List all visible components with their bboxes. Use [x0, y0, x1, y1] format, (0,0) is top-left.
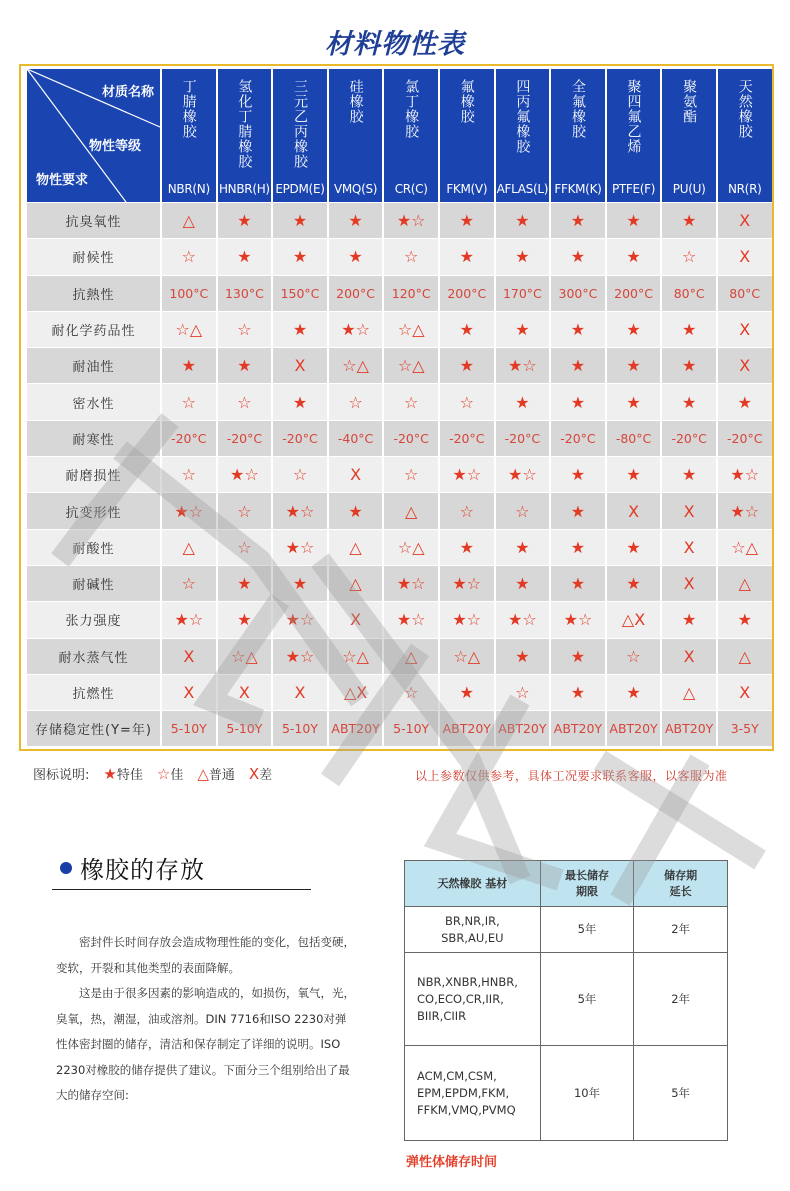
rating-cell: X	[329, 601, 383, 637]
page-title: 材料物性表	[325, 29, 465, 60]
rating-cell: △	[662, 674, 716, 710]
legend-item-fair	[197, 764, 235, 783]
rating-cell: ★	[329, 238, 383, 274]
rating-cell: ★	[273, 202, 327, 238]
storage-section-title: 橡胶的存放	[80, 856, 205, 884]
rating-cell: ★	[440, 347, 494, 383]
rating-cell: ★	[607, 565, 661, 601]
rating-cell: -20°C	[440, 420, 494, 456]
table-header-row	[27, 69, 772, 202]
column-header-ptfe	[607, 69, 661, 202]
rating-cell: ☆	[496, 674, 550, 710]
rating-cell: ☆	[440, 383, 494, 419]
rating-cell: ★☆	[329, 311, 383, 347]
rating-cell: 5-10Y	[162, 710, 216, 746]
row-label: 耐水蒸气性	[27, 638, 160, 674]
rating-cell: ★	[273, 565, 327, 601]
rating-cell: ★	[662, 456, 716, 492]
rating-cell: ★☆	[384, 202, 438, 238]
column-name-cn: 聚四氟乙烯	[625, 79, 642, 154]
storage-time-table	[404, 860, 728, 1141]
storage-header-row	[405, 861, 728, 907]
rating-cell: ★	[273, 238, 327, 274]
rating-cell: ★	[607, 456, 661, 492]
rating-cell: X	[218, 674, 272, 710]
table-row	[27, 638, 772, 674]
storage-header-max: 最长储存 期限	[540, 861, 634, 907]
material-line: CO,ECO,CR,IIR,	[417, 991, 504, 1006]
rating-cell: ☆	[218, 492, 272, 528]
rating-cell: ★☆	[496, 601, 550, 637]
rating-cell: ☆	[440, 492, 494, 528]
rating-cell: X	[162, 638, 216, 674]
rating-cell: -20°C	[162, 420, 216, 456]
rating-cell: ABT20Y	[329, 710, 383, 746]
table-row	[27, 565, 772, 601]
rating-cell: X	[607, 492, 661, 528]
rating-cell: ★☆	[440, 565, 494, 601]
rating-cell: △	[162, 529, 216, 565]
rating-cell: ABT20Y	[440, 710, 494, 746]
column-header-nr	[718, 69, 772, 202]
rating-cell: ☆	[162, 565, 216, 601]
storage-materials	[405, 953, 541, 1046]
rating-cell: ☆	[384, 238, 438, 274]
rating-cell: 200°C	[440, 275, 494, 311]
rating-cell: ★	[496, 565, 550, 601]
legend-item-good	[157, 764, 183, 783]
table-row	[27, 347, 772, 383]
rating-cell: ☆	[384, 674, 438, 710]
rating-cell: 170°C	[496, 275, 550, 311]
material-line: SBR,AU,EU	[441, 930, 504, 945]
rating-cell: ☆△	[718, 529, 772, 565]
rating-cell: △	[329, 529, 383, 565]
rating-cell: 300°C	[551, 275, 605, 311]
rating-cell: 3-5Y	[718, 710, 772, 746]
column-code: AFLAS(L)	[496, 182, 549, 196]
rating-cell: ☆	[607, 638, 661, 674]
rating-cell: ★	[551, 565, 605, 601]
row-label: 耐碱性	[27, 565, 160, 601]
column-header-fkm	[440, 69, 494, 202]
rating-cell: △	[384, 638, 438, 674]
rating-cell: ★☆	[273, 492, 327, 528]
rating-cell: ★	[607, 529, 661, 565]
corner-label-material: 材质名称	[101, 85, 154, 100]
table-row	[27, 383, 772, 419]
material-line: NBR,XNBR,HNBR,	[417, 974, 518, 989]
rating-cell: ★	[718, 383, 772, 419]
paragraph-1: 密封件长时间存放会造成物理性能的变化，包括变硬，变软，开裂和其他类型的表面降解。	[56, 935, 355, 975]
table-row	[27, 710, 772, 746]
rating-cell: ★☆	[384, 565, 438, 601]
rating-cell: ABT20Y	[607, 710, 661, 746]
column-header-nbr	[162, 69, 216, 202]
rating-cell: ★	[662, 383, 716, 419]
filled-star-icon: ★	[103, 765, 117, 783]
rating-cell: ☆	[384, 456, 438, 492]
rating-cell: X	[662, 638, 716, 674]
rating-cell: ★	[551, 202, 605, 238]
rating-cell: ★	[496, 383, 550, 419]
column-code: CR(C)	[394, 182, 428, 196]
x-mark-icon: X	[248, 765, 260, 783]
row-label: 存储稳定性(Y=年)	[27, 710, 160, 746]
row-label: 耐油性	[27, 347, 160, 383]
rating-cell: X	[718, 311, 772, 347]
rating-cell: ★	[551, 492, 605, 528]
rating-cell: ☆	[329, 383, 383, 419]
rating-cell: ☆	[162, 238, 216, 274]
rating-cell: ★	[496, 202, 550, 238]
rating-cell: ABT20Y	[551, 710, 605, 746]
material-line: FFKM,VMQ,PVMQ	[417, 1102, 516, 1117]
rating-cell: ★	[551, 238, 605, 274]
row-label: 耐磨损性	[27, 456, 160, 492]
column-name-cn: 氯丁橡胶	[403, 79, 420, 139]
rating-cell: ★☆	[440, 456, 494, 492]
rating-cell: ★☆	[218, 456, 272, 492]
rating-cell: 200°C	[329, 275, 383, 311]
storage-table-caption: 弹性体储存时间	[406, 1155, 498, 1170]
rating-cell: △X	[607, 601, 661, 637]
table-row	[27, 275, 772, 311]
rating-cell: 5-10Y	[273, 710, 327, 746]
rating-cell: ★☆	[273, 529, 327, 565]
row-label: 抗臭氧性	[27, 202, 160, 238]
rating-cell: ★	[440, 529, 494, 565]
rating-cell: -80°C	[607, 420, 661, 456]
rating-cell: ★	[551, 311, 605, 347]
rating-cell: ★☆	[551, 601, 605, 637]
column-code: PU(U)	[672, 182, 706, 196]
rating-cell: X	[162, 674, 216, 710]
rating-cell: ★	[551, 347, 605, 383]
rating-cell: 200°C	[607, 275, 661, 311]
rating-cell: △	[718, 638, 772, 674]
rating-cell: 5-10Y	[218, 710, 272, 746]
disclaimer-note: 以上参数仅供参考，具体工况要求联系客服，以客服为准	[415, 769, 728, 783]
rating-cell: ★	[329, 202, 383, 238]
column-code: FKM(V)	[446, 182, 488, 196]
rating-cell: △	[329, 565, 383, 601]
storage-ext: 5年	[634, 1046, 728, 1141]
rating-cell: ★	[607, 383, 661, 419]
table-row	[27, 601, 772, 637]
rating-cell: ★	[662, 347, 716, 383]
rating-cell: ★	[496, 529, 550, 565]
rating-cell: X	[662, 492, 716, 528]
table-row	[27, 311, 772, 347]
column-header-vmq	[329, 69, 383, 202]
column-name-cn: 三元乙丙橡胶	[291, 79, 308, 169]
rating-cell: 80°C	[662, 275, 716, 311]
legend-label: 佳	[170, 768, 184, 783]
rating-cell: ☆	[496, 492, 550, 528]
rating-cell: X	[718, 202, 772, 238]
row-label: 耐寒性	[27, 420, 160, 456]
rating-cell: ★	[662, 601, 716, 637]
rating-cell: ★	[718, 601, 772, 637]
rating-cell: ★☆	[496, 456, 550, 492]
rating-cell: △	[718, 565, 772, 601]
rating-cell: -20°C	[551, 420, 605, 456]
column-code: NBR(N)	[167, 182, 210, 196]
rating-cell: ★	[329, 492, 383, 528]
column-name-cn: 氟橡胶	[458, 79, 475, 124]
row-label: 耐候性	[27, 238, 160, 274]
column-header-ffkm	[551, 69, 605, 202]
rating-cell: ★	[162, 347, 216, 383]
column-header-aflas	[496, 69, 550, 202]
column-name-cn: 四丙氟橡胶	[514, 79, 531, 154]
storage-section-heading	[60, 850, 205, 885]
column-name-cn: 聚氨酯	[681, 79, 698, 124]
rating-cell: ★	[496, 638, 550, 674]
outline-star-icon: ☆	[156, 765, 171, 783]
rating-cell: -40°C	[329, 420, 383, 456]
rating-cell: ★☆	[162, 492, 216, 528]
rating-cell: X	[662, 565, 716, 601]
rating-cell: X	[662, 529, 716, 565]
rating-cell: ★	[496, 311, 550, 347]
rating-cell: 100°C	[162, 275, 216, 311]
rating-cell: ☆△	[440, 638, 494, 674]
legend	[33, 764, 272, 783]
column-code: NR(R)	[727, 182, 762, 196]
rating-cell: ★	[607, 202, 661, 238]
rating-cell: ★	[496, 238, 550, 274]
table-row	[27, 202, 772, 238]
corner-label-requirement: 物性要求	[36, 173, 89, 188]
rating-cell: ★	[662, 311, 716, 347]
storage-materials	[405, 1046, 541, 1141]
column-code: HNBR(H)	[218, 182, 270, 196]
storage-header-material: 天然橡胶 基材	[405, 861, 541, 907]
rating-cell: ★☆	[718, 456, 772, 492]
paragraph-2: 这是由于很多因素的影响造成的，如损伤，氧气，光，臭氧，热，潮湿，油或溶剂。DIN 7716和ISO 2230对弹性体密封圈的储存，清洁和保存制定了详细的说明。ISO 2230对橡胶的储存提供了建议。下面分三个组别给出了最大的储存空间:	[56, 986, 355, 1102]
row-label: 张力强度	[27, 601, 160, 637]
legend-item-excellent	[103, 764, 142, 783]
storage-row	[405, 953, 728, 1046]
rating-cell: △	[162, 202, 216, 238]
rating-cell: ★	[218, 347, 272, 383]
storage-ext: 2年	[634, 953, 728, 1046]
column-name-cn: 天然橡胶	[736, 79, 753, 139]
rating-cell: X	[718, 674, 772, 710]
column-name-cn: 氢化丁腈橡胶	[236, 79, 253, 169]
rating-cell: ★	[551, 456, 605, 492]
rating-cell: ☆	[218, 311, 272, 347]
table-row	[27, 529, 772, 565]
row-label: 耐化学药品性	[27, 311, 160, 347]
rating-cell: -20°C	[218, 420, 272, 456]
legend-label: 特佳	[116, 768, 143, 783]
storage-description	[56, 930, 356, 1109]
rating-cell: -20°C	[273, 420, 327, 456]
rating-cell: ★☆	[273, 601, 327, 637]
rating-cell: ★☆	[496, 347, 550, 383]
rating-cell: ☆△	[218, 638, 272, 674]
rating-cell: ☆△	[384, 311, 438, 347]
rating-cell: ☆	[662, 238, 716, 274]
rating-cell: ☆	[218, 529, 272, 565]
rating-cell: ★	[218, 238, 272, 274]
properties-table-body	[27, 202, 772, 746]
row-label: 抗熱性	[27, 275, 160, 311]
material-line: ACM,CM,CSM,	[417, 1068, 497, 1083]
storage-max: 5年	[540, 953, 634, 1046]
storage-max: 10年	[540, 1046, 634, 1141]
rating-cell: ★	[607, 311, 661, 347]
rating-cell: ★	[551, 383, 605, 419]
rating-cell: ☆	[218, 383, 272, 419]
rating-cell: ★	[218, 601, 272, 637]
rating-cell: 150°C	[273, 275, 327, 311]
rating-cell: ★	[551, 638, 605, 674]
row-label: 耐酸性	[27, 529, 160, 565]
rating-cell: ★☆	[384, 601, 438, 637]
rating-cell: ★	[440, 238, 494, 274]
rating-cell: ★	[273, 311, 327, 347]
column-header-cr	[384, 69, 438, 202]
storage-ext: 2年	[634, 907, 728, 953]
rating-cell: ☆△	[329, 638, 383, 674]
rating-cell: ★	[607, 674, 661, 710]
rating-cell: ★☆	[162, 601, 216, 637]
rating-cell: ☆	[162, 456, 216, 492]
storage-header-ext: 储存期 延长	[634, 861, 728, 907]
rating-cell: 80°C	[718, 275, 772, 311]
rating-cell: X	[718, 347, 772, 383]
table-row	[27, 492, 772, 528]
rating-cell: ★	[551, 674, 605, 710]
section-divider	[52, 889, 311, 890]
rating-cell: ★	[607, 347, 661, 383]
rating-cell: ★☆	[440, 601, 494, 637]
rating-cell: X	[273, 674, 327, 710]
rating-cell: ☆△	[162, 311, 216, 347]
rating-cell: ☆△	[329, 347, 383, 383]
rating-cell: ★☆	[273, 638, 327, 674]
material-line: BR,NR,IR,	[444, 913, 500, 928]
row-label: 抗变形性	[27, 492, 160, 528]
rating-cell: ABT20Y	[662, 710, 716, 746]
rating-cell: ★	[218, 565, 272, 601]
rating-cell: ★	[440, 674, 494, 710]
rating-cell: △X	[329, 674, 383, 710]
rating-cell: 120°C	[384, 275, 438, 311]
table-row	[27, 238, 772, 274]
rating-cell: ★☆	[718, 492, 772, 528]
storage-row	[405, 1046, 728, 1141]
column-code: FFKM(K)	[554, 182, 602, 196]
rating-cell: X	[329, 456, 383, 492]
corner-header-cell	[27, 69, 160, 202]
rating-cell: 5-10Y	[384, 710, 438, 746]
rating-cell: ★	[662, 202, 716, 238]
bullet-dot-icon	[60, 862, 72, 874]
storage-row	[405, 907, 728, 953]
rating-cell: X	[273, 347, 327, 383]
material-line: EPM,EPDM,FKM,	[417, 1085, 510, 1100]
legend-item-poor	[249, 764, 272, 783]
column-name-cn: 丁腈橡胶	[180, 79, 197, 139]
legend-label: 普通	[208, 768, 235, 783]
rating-cell: ★	[273, 383, 327, 419]
column-name-cn: 全氟橡胶	[569, 79, 586, 139]
rating-cell: ☆	[384, 383, 438, 419]
rating-cell: -20°C	[496, 420, 550, 456]
material-properties-table	[25, 69, 774, 746]
rating-cell: ☆	[162, 383, 216, 419]
column-header-hnbr	[218, 69, 272, 202]
row-label: 抗燃性	[27, 674, 160, 710]
column-name-cn: 硅橡胶	[347, 79, 364, 124]
table-row	[27, 674, 772, 710]
rating-cell: ☆	[273, 456, 327, 492]
column-header-epdm	[273, 69, 327, 202]
material-line: BIIR,CIIR	[417, 1008, 467, 1023]
table-row	[27, 420, 772, 456]
rating-cell: 130°C	[218, 275, 272, 311]
rating-cell: ★	[218, 202, 272, 238]
rating-cell: ★	[607, 238, 661, 274]
storage-max: 5年	[540, 907, 634, 953]
corner-label-grade: 物性等级	[89, 139, 142, 154]
row-label: 密水性	[27, 383, 160, 419]
rating-cell: -20°C	[384, 420, 438, 456]
properties-table-frame	[19, 64, 774, 751]
legend-prefix: 图标说明:	[33, 768, 90, 783]
rating-cell: ★	[551, 529, 605, 565]
rating-cell: ABT20Y	[496, 710, 550, 746]
storage-materials	[405, 907, 541, 953]
rating-cell: -20°C	[662, 420, 716, 456]
rating-cell: X	[718, 238, 772, 274]
column-code: PTFE(F)	[611, 182, 656, 196]
table-row	[27, 456, 772, 492]
rating-cell: ☆△	[384, 529, 438, 565]
rating-cell: ★	[440, 311, 494, 347]
legend-label: 差	[259, 768, 273, 783]
column-code: VMQ(S)	[333, 182, 378, 196]
rating-cell: △	[384, 492, 438, 528]
rating-cell: ★	[440, 202, 494, 238]
column-code: EPDM(E)	[275, 182, 325, 196]
rating-cell: ☆△	[384, 347, 438, 383]
rating-cell: -20°C	[718, 420, 772, 456]
triangle-icon: △	[197, 765, 209, 783]
column-header-pu	[662, 69, 716, 202]
